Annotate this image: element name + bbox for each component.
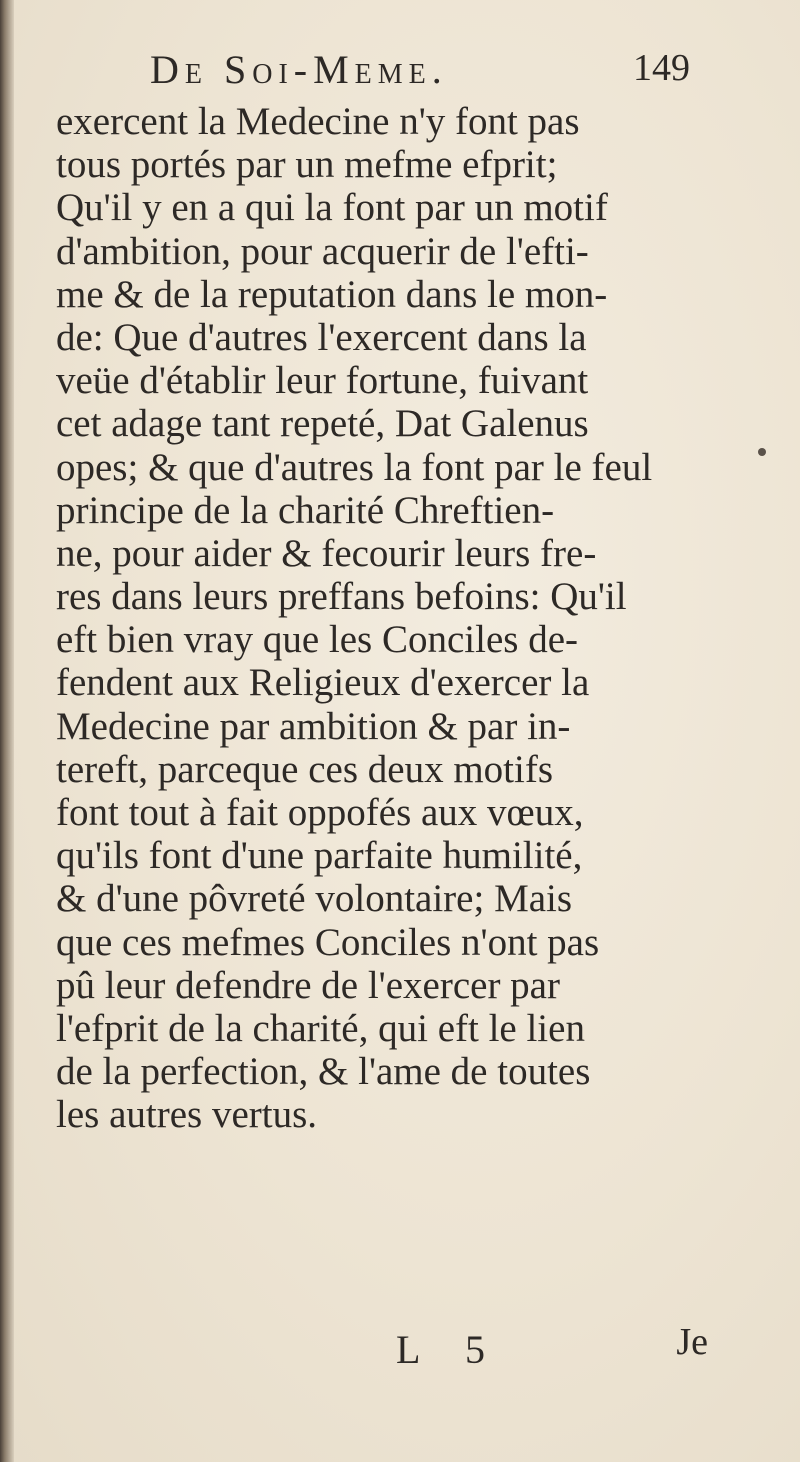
text-line: qu'ils font d'une parfaite humilité, [56,834,583,878]
text-line: Qu'il y en a qui la font par un motif [56,186,608,230]
body-text [56,100,716,1137]
catchword: Je [676,1321,708,1363]
text-line: pû leur defendre de l'exercer par [56,963,560,1007]
text-line: font tout à fait oppofés aux vœux, [56,791,584,834]
text-line: fendent aux Religieux d'exercer la [56,661,590,705]
text-line: que ces mefmes Conciles n'ont pas [56,920,600,964]
page-header [150,46,690,102]
text-line: ne, pour aider & fecourir leurs fre- [56,531,597,575]
page-footer [56,1320,716,1380]
page-gutter [0,0,14,1462]
text-line: l'efprit de la charité, qui eft le lien [56,1006,585,1050]
running-head: De Soi-Meme. [150,47,448,92]
text-line: de la perfection, & l'ame de toutes [56,1050,591,1094]
text-line: & d'une pôvreté volontaire; Mais [56,877,573,921]
text-line: principe de la charité Chreftien- [56,488,555,532]
text-line: me & de la reputation dans le mon- [56,272,608,316]
text-line: tous portés par un mefme efprit; [56,143,558,187]
text-line: cet adage tant repeté, Dat Galenus [56,402,589,446]
page-number: 149 [633,47,690,89]
ink-speck [758,448,766,456]
text-line: tereft, parceque ces deux motifs [56,747,554,791]
text-line: de: Que d'autres l'exercent dans la [56,315,587,359]
text-line: exercent la Medecine n'y font pas [56,100,580,143]
text-line: eft bien vray que les Conciles de- [56,618,578,662]
text-line: res dans leurs preffans befoins: Qu'il [56,575,627,619]
text-line: Medecine par ambition & par in- [56,704,571,748]
signature-mark: L 5 [396,1327,503,1372]
text-line: d'ambition, pour acquerir de l'efti- [56,229,589,273]
text-line: les autres vertus. [56,1093,318,1137]
text-line: opes; & que d'autres la font par le feul [56,445,653,489]
text-line: veüe d'établir leur fortune, fuivant [56,359,589,403]
